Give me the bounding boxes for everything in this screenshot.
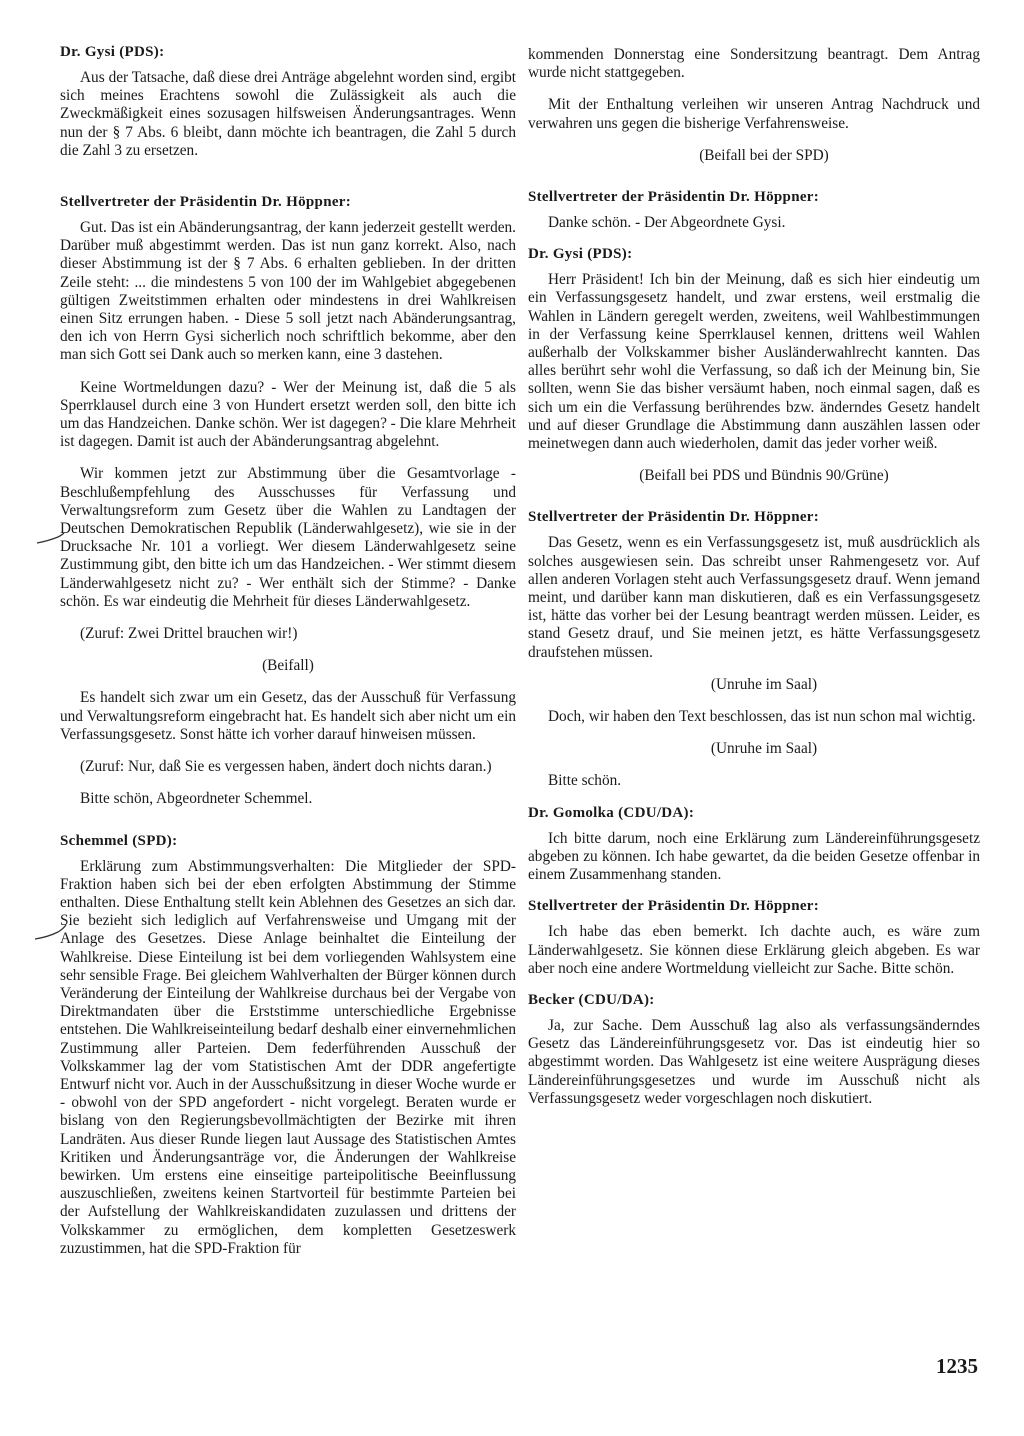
unrest-note: (Unruhe im Saal) — [710, 675, 818, 693]
paragraph: Aus der Tatsache, daß diese drei Anträge abgelehnt worden sind, ergibt sich meines Erachtens sowohl die Zulässigkeit als auch die Zweckmäßigkeit eines sozusagen hilfsweisen Änderungsantrages. Wenn nun der § 7 Abs. 6 bleibt, dann möchte ich beantragen, die Zahl 5 durch die Zahl 3 zu ersetzen. — [60, 69, 516, 159]
speaker-heading: Dr. Gysi (PDS): — [528, 246, 633, 263]
applause-note: (Beifall bei PDS und Bündnis 90/Grüne) — [639, 467, 889, 485]
speaker-heading: Stellvertreter der Präsidentin Dr. Höppner: — [60, 194, 352, 211]
applause-note: (Beifall) — [262, 657, 314, 675]
paragraph: Ja, zur Sache. Dem Ausschuß lag also als verfassungsänderndes Gesetz das Ländereinführungsgesetz vor. Das ist eindeutig hier so abgestimmt worden. Das Wahlgesetz ist eine weitere Ausprägung dieses Ländereinführungsgesetzes und wurde im Ausschuß nicht als Verfassungsgesetz weder vorgeschlagen noch diskutiert. — [528, 1016, 980, 1107]
paragraph: Das Gesetz, wenn es ein Verfassungsgesetz ist, muß ausdrücklich als solches ausgewiesen sein. Das schreibt unser Rahmengesetz vor. Auf allen anderen Vorlagen steht auch Verfassungsgesetz drauf. Wenn jemand meint, und darüber kann man diskutieren, daß es ein Verfassungsgesetz ist, hätte das vorher bei der Lesung beantragt werden müssen. Leider, es stand Gesetz drauf, und Sie meinen jetzt, es hätte Verfassungsgesetz draufstehen müssen. — [528, 534, 980, 661]
paragraph: Mit der Enthaltung verleihen wir unseren Antrag Nachdruck und verwahren uns gegen die bisherige Verfahrensweise. — [528, 96, 980, 132]
paragraph: Bitte schön, Abgeordneter Schemmel. — [80, 790, 313, 808]
paragraph: Keine Wortmeldungen dazu? - Wer der Meinung ist, daß die 5 als Sperrklausel durch eine 3 von Hundert ersetzt werden soll, den bitte ich um das Handzeichen. Danke schön. Wer ist dagegen? - Die klare Mehrheit ist dagegen. Damit ist auch der Abänderungsantrag abgelehnt. — [60, 378, 516, 451]
interjection: (Zuruf: Zwei Drittel brauchen wir!) — [80, 625, 298, 643]
applause-note: (Beifall bei der SPD) — [699, 146, 829, 164]
paragraph: kommenden Donnerstag eine Sondersitzung beantragt. Dem Antrag wurde nicht stattgegeben. — [528, 46, 980, 82]
page-number: 1235 — [936, 1354, 978, 1378]
interjection: (Zuruf: Nur, daß Sie es vergessen haben, ändert doch nichts daran.) — [80, 758, 492, 776]
speaker-heading: Stellvertreter der Präsidentin Dr. Höppner: — [528, 509, 820, 526]
speaker-heading: Dr. Gomolka (CDU/DA): — [528, 804, 695, 821]
paragraph: Es handelt sich zwar um ein Gesetz, das der Ausschuß für Verfassung und Verwaltungsreform eingebracht hat. Es handelt sich aber nicht um ein Verfassungsgesetz. Sonst hätte ich vorher darauf hinweisen müssen. — [60, 689, 516, 743]
paragraph: Doch, wir haben den Text beschlossen, das ist nun schon mal wichtig. — [548, 708, 976, 726]
speaker-heading: Dr. Gysi (PDS): — [60, 44, 165, 60]
paragraph: Wir kommen jetzt zur Abstimmung über die Gesamtvorlage - Beschlußempfehlung des Ausschusses für Verfassung und Verwaltungsreform zum Gesetz über die Wahlen zu Landtagen der Deutschen Demokratischen Republik (Länderwahlgesetz), wie sie in der Drucksache Nr. 101 a vorliegt. Wer diesem Länderwahlgesetz seine Zustimmung gibt, den bitte ich um das Handzeichen. - Wer stimmt diesem Länderwahlgesetz nicht zu? - Wer enthält sich der Stimme? - Danke schön. Es war eindeutig die Mehrheit für dieses Länderwahlgesetz. — [60, 465, 516, 610]
speaker-heading: Stellvertreter der Präsidentin Dr. Höppner: — [528, 898, 820, 915]
margin-pen-mark — [34, 924, 68, 942]
paragraph: Ich bitte darum, noch eine Erklärung zum Ländereinführungsgesetz abgeben zu können. Ich habe gewartet, da die beiden Gesetze offenbar in einem Zusammenhang standen. — [528, 829, 980, 884]
margin-pen-mark — [36, 532, 66, 546]
right-column — [528, 46, 980, 1122]
unrest-note: (Unruhe im Saal) — [710, 740, 818, 758]
paragraph: Ich habe das eben bemerkt. Ich dachte auch, es wäre zum Länderwahlgesetz. Sie können diese Erklärung gleich abgeben. Es war aber noch eine andere Wortmeldung vielleicht zur Sache. Bitte schön. — [528, 923, 980, 977]
paragraph: Herr Präsident! Ich bin der Meinung, daß es sich hier eindeutig um ein Verfassungsgesetz handelt, und zwar erstens, weil erstmalig die Wahlen in Ländern geregelt werden, zweitens, weil Wahlbestimmungen in der Verfassung keine Sperrklausel kennen, drittens weil Wahlen außerhalb der Volkskammer bisher Ausländerwahlrecht kannten. Das alles berührt sehr wohl die Verfassung, so daß ich der Meinung bin, Sie sollten, wenn Sie das bisher versäumt haben, noch einmal sagen, daß es sich um ein die Verfassung berührendes bzw. änderndes Gesetz handelt und auf dieser Grundlage die Abstimmung dann auszählen lassen oder meinetwegen dann auch wiederholen, damit das jeder vorher weiß. — [528, 271, 980, 453]
speaker-heading: Becker (CDU/DA): — [528, 991, 655, 1008]
left-column — [60, 44, 516, 1272]
paragraph: Bitte schön. — [548, 772, 622, 790]
speaker-heading: Schemmel (SPD): — [60, 832, 178, 849]
paragraph: Erklärung zum Abstimmungsverhalten: Die Mitglieder der SPD-Fraktion haben sich bei der eben erfolgten Abstimmung der Stimme enthalten. Diese Enthaltung stellt kein Ablehnen des Gesetzes an sich dar. Sie bezieht sich lediglich auf Verfahrensweise und Umgang mit der Anlage des Gesetzes. Diese Anlage beinhaltet die Einteilung der Wahlkreise. Diese Einteilung ist bei dem vorliegenden Wahlsystem eine sehr sensible Frage. Bei gleichem Wahlverhalten der Bürger können durch Veränderung der Einteilung der Wahlkreise durchaus bei der Vergabe von Direktmandaten über die Erststimme unterschiedliche Ergebnisse entstehen. Die Wahlkreiseinteilung bedarf deshalb einer einvernehmlichen Zustimmung aller Parteien. Dem federführenden Ausschuß der Volkskammer lag der vom Statistischen Amt der DDR angefertigte Entwurf nicht vor. Auch in der Ausschußsitzung in dieser Woche wurde er - obwohl von der SPD angefordert - nicht vorgelegt. Beraten wurde er bislang von den Regierungsbevollmächtigten der Bezirke mit ihren Landräten. Aus dieser Runde liegen laut Aussage des Statistischen Amtes Kritiken und Änderungsanträge vor, die Änderungen der Wahlkreise bewirken. Um erstens eine einseitige parteipolitische Beeinflussung auszuschließen, zweitens keinen Startvorteil für bestimmte Parteien bei der Aufstellung der Wahlkreiskandidaten zuzulassen und drittens der Volkskammer zu ermöglichen, dem kompletten Gesetzeswerk zuzustimmen, hat die SPD-Fraktion für — [60, 857, 516, 1257]
paragraph: Gut. Das ist ein Abänderungsantrag, der kann jederzeit gestellt werden. Darüber muß abgestimmt werden. Das ist nun ganz korrekt. Also, nach dieser Abstimmung ist der § 7 Abs. 6 erhalten geblieben. In der dritten Zeile steht: ... die mindestens 5 von 100 der im Wahlgebiet abgegebenen gültigen Zweitstimmen erhalten oder mindestens in drei Wahlkreisen einen Sitz errungen haben. - Diese 5 soll jetzt nach Abänderungsantrag, den ich von Herrn Gysi sicherlich noch schriftlich bekomme, aber den man sich Gott sei Dank auch so merken kann, eine 3 dastehen. — [60, 219, 516, 364]
speaker-heading: Stellvertreter der Präsidentin Dr. Höppner: — [528, 189, 820, 206]
paragraph: Danke schön. - Der Abgeordnete Gysi. — [548, 214, 786, 232]
